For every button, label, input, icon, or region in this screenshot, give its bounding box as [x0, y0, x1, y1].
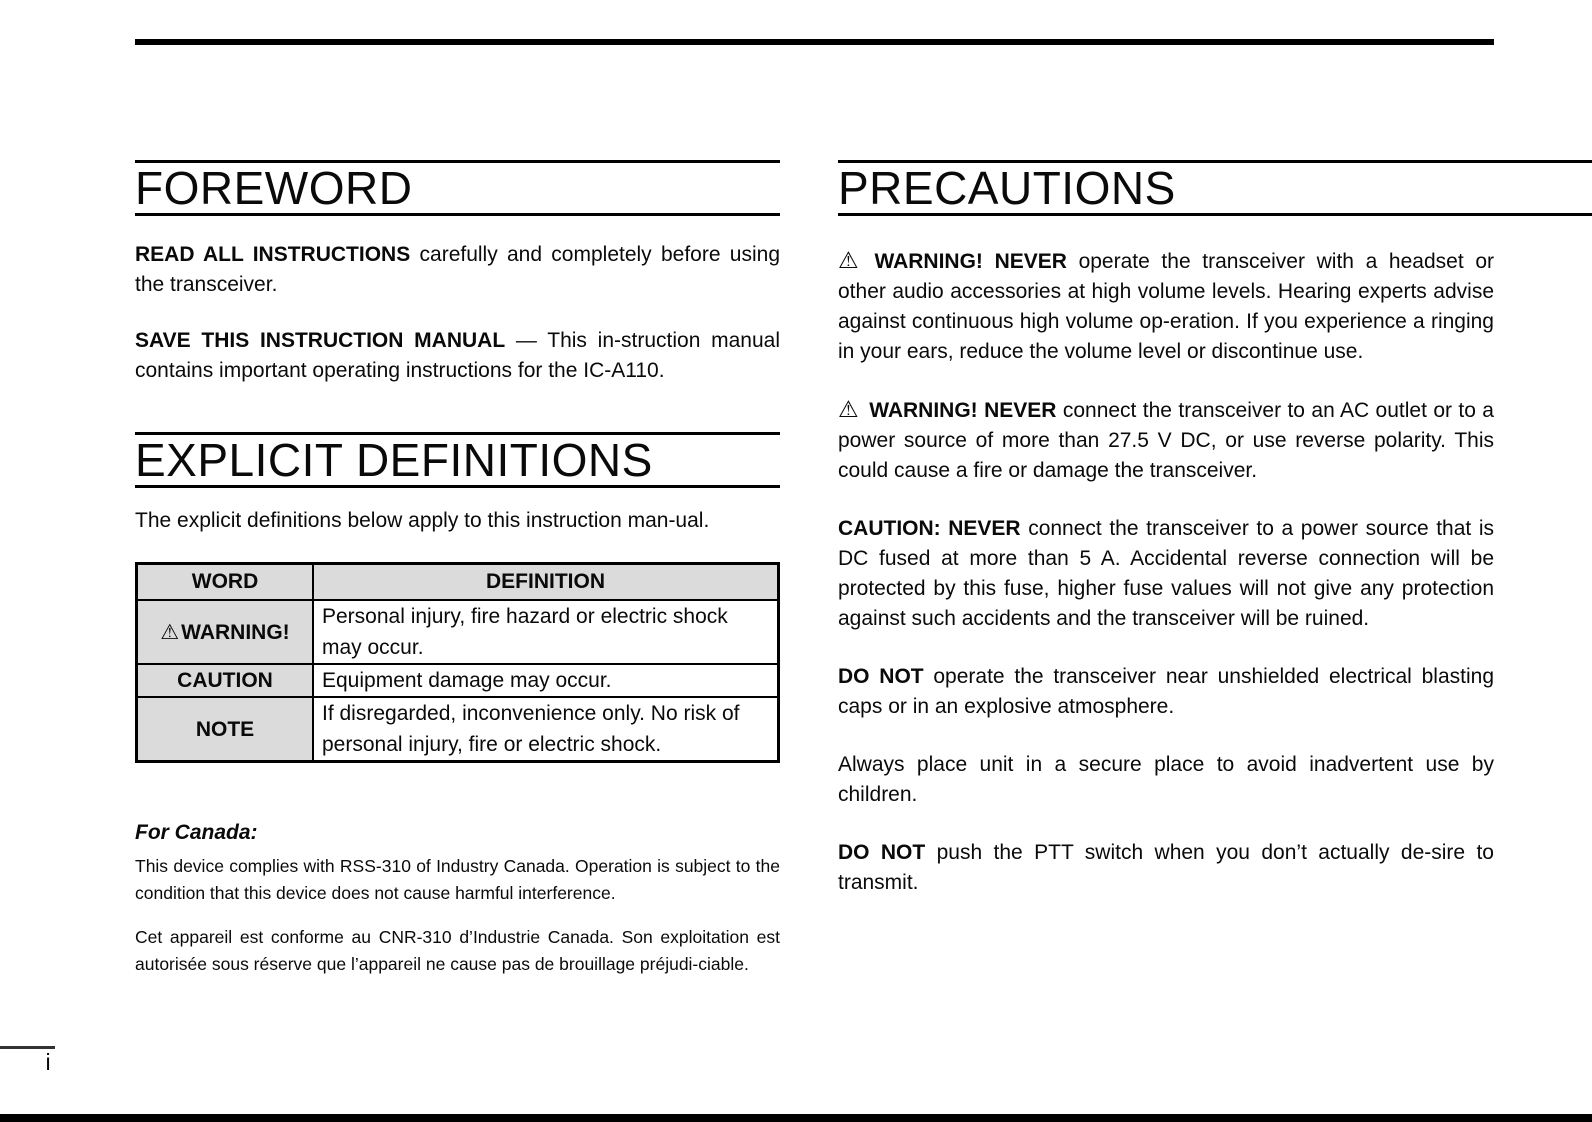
warning-word-label: WARNING!	[181, 620, 290, 644]
foreword-heading-block	[135, 160, 780, 216]
explicit-definitions-intro: The explicit definitions below apply to this instruction man-ual.	[135, 509, 710, 532]
explicit-definitions-heading-block	[135, 432, 780, 488]
precautions-do-not-paragraph-1	[838, 662, 1494, 722]
do-not-lead-1: DO NOT	[838, 665, 924, 688]
for-canada-title: For Canada:	[135, 821, 258, 844]
caution-never-lead: CAUTION: NEVER	[838, 517, 1021, 540]
table-row-caution	[137, 664, 779, 697]
caution-word-cell: CAUTION	[137, 664, 314, 697]
warning-triangle-icon: ⚠	[838, 248, 865, 274]
foreword-paragraph-2-text: — This in-struction manual contains important operating instructions for the IC-A110.	[135, 329, 780, 382]
definitions-table-header-row	[137, 564, 779, 601]
precautions-paragraph-3-text: connect the transceiver to a power source that is DC fused at more than 5 A. Accidental reverse connection will be protected by this fuse, higher fuse values will not give any protection against such accidents and the transceiver will be ruined.	[838, 517, 1494, 630]
read-all-instructions-lead: READ ALL INSTRUCTIONS	[135, 243, 411, 266]
for-canada-section	[135, 821, 780, 978]
warning-triangle-icon: ⚠	[838, 397, 860, 423]
right-column	[838, 160, 1494, 995]
precautions-paragraph-4-text: operate the transceiver near unshielded electrical blasting caps or in an explosive atmosphere.	[838, 665, 1494, 718]
precautions-paragraph-6-text: push the PTT switch when you don’t actually de-sire to transmit.	[838, 841, 1494, 894]
warning-never-lead-2: WARNING! NEVER	[869, 399, 1057, 422]
precautions-heading-block	[838, 160, 1592, 216]
word-column-header: WORD	[137, 564, 314, 601]
page-top-rule	[135, 39, 1494, 45]
left-column	[135, 160, 780, 995]
canada-french-text: Cet appareil est conforme au CNR-310 d’Industrie Canada. Son exploitation est autorisée sous réserve que l’appareil ne cause pas de brouillage préjudi-ciable.	[135, 927, 780, 974]
precautions-warning-paragraph-1	[838, 246, 1494, 367]
table-row-warning	[137, 600, 779, 664]
foreword-title: FOREWORD	[135, 162, 413, 214]
precautions-caution-paragraph	[838, 514, 1494, 634]
table-row-note	[137, 697, 779, 762]
warning-never-lead-1: WARNING! NEVER	[874, 250, 1067, 273]
save-manual-lead: SAVE THIS INSTRUCTION MANUAL	[135, 329, 506, 352]
warning-word-cell	[137, 600, 314, 664]
note-definition-cell: If disregarded, inconvenience only. No risk of personal injury, fire or electric shock.	[313, 697, 779, 762]
precautions-children-paragraph: Always place unit in a secure place to avoid inadvertent use by children.	[838, 753, 1494, 806]
precautions-paragraph-1-text: operate the transceiver with a headset or other audio accessories at high volume levels. Hearing experts advise against continuous high volume op-eration. If you experience a ringing in your ears, reduce the volume level or discontinue use.	[838, 250, 1494, 363]
do-not-lead-2: DO NOT	[838, 841, 926, 864]
explicit-definitions-title: EXPLICIT DEFINITIONS	[135, 434, 653, 486]
definitions-table	[135, 562, 780, 763]
page-columns	[135, 160, 1494, 995]
foreword-paragraph-2	[135, 326, 780, 386]
foreword-paragraph-1-text: carefully and completely before using the transceiver.	[135, 243, 780, 296]
canada-english-text: This device complies with RSS-310 of Industry Canada. Operation is subject to the condition that this device does not cause harmful interference.	[135, 856, 780, 903]
warning-definition-cell: Personal injury, fire hazard or electric shock may occur.	[313, 600, 779, 664]
precautions-do-not-paragraph-2	[838, 838, 1494, 898]
foreword-paragraph-1	[135, 240, 780, 300]
page-number: i	[45, 1049, 51, 1075]
definition-column-header: DEFINITION	[313, 564, 779, 601]
warning-triangle-icon: ⚠	[160, 619, 180, 644]
caution-definition-cell: Equipment damage may occur.	[313, 664, 779, 697]
precautions-title: PRECAUTIONS	[838, 162, 1176, 214]
page-bottom-rule	[0, 1114, 1592, 1122]
note-word-cell: NOTE	[137, 697, 314, 762]
precautions-paragraph-2-text: connect the transceiver to an AC outlet or to a power source of more than 27.5 V DC, or use reverse polarity. This could cause a fire or damage the transceiver.	[838, 399, 1494, 482]
precautions-warning-paragraph-2	[838, 395, 1494, 486]
